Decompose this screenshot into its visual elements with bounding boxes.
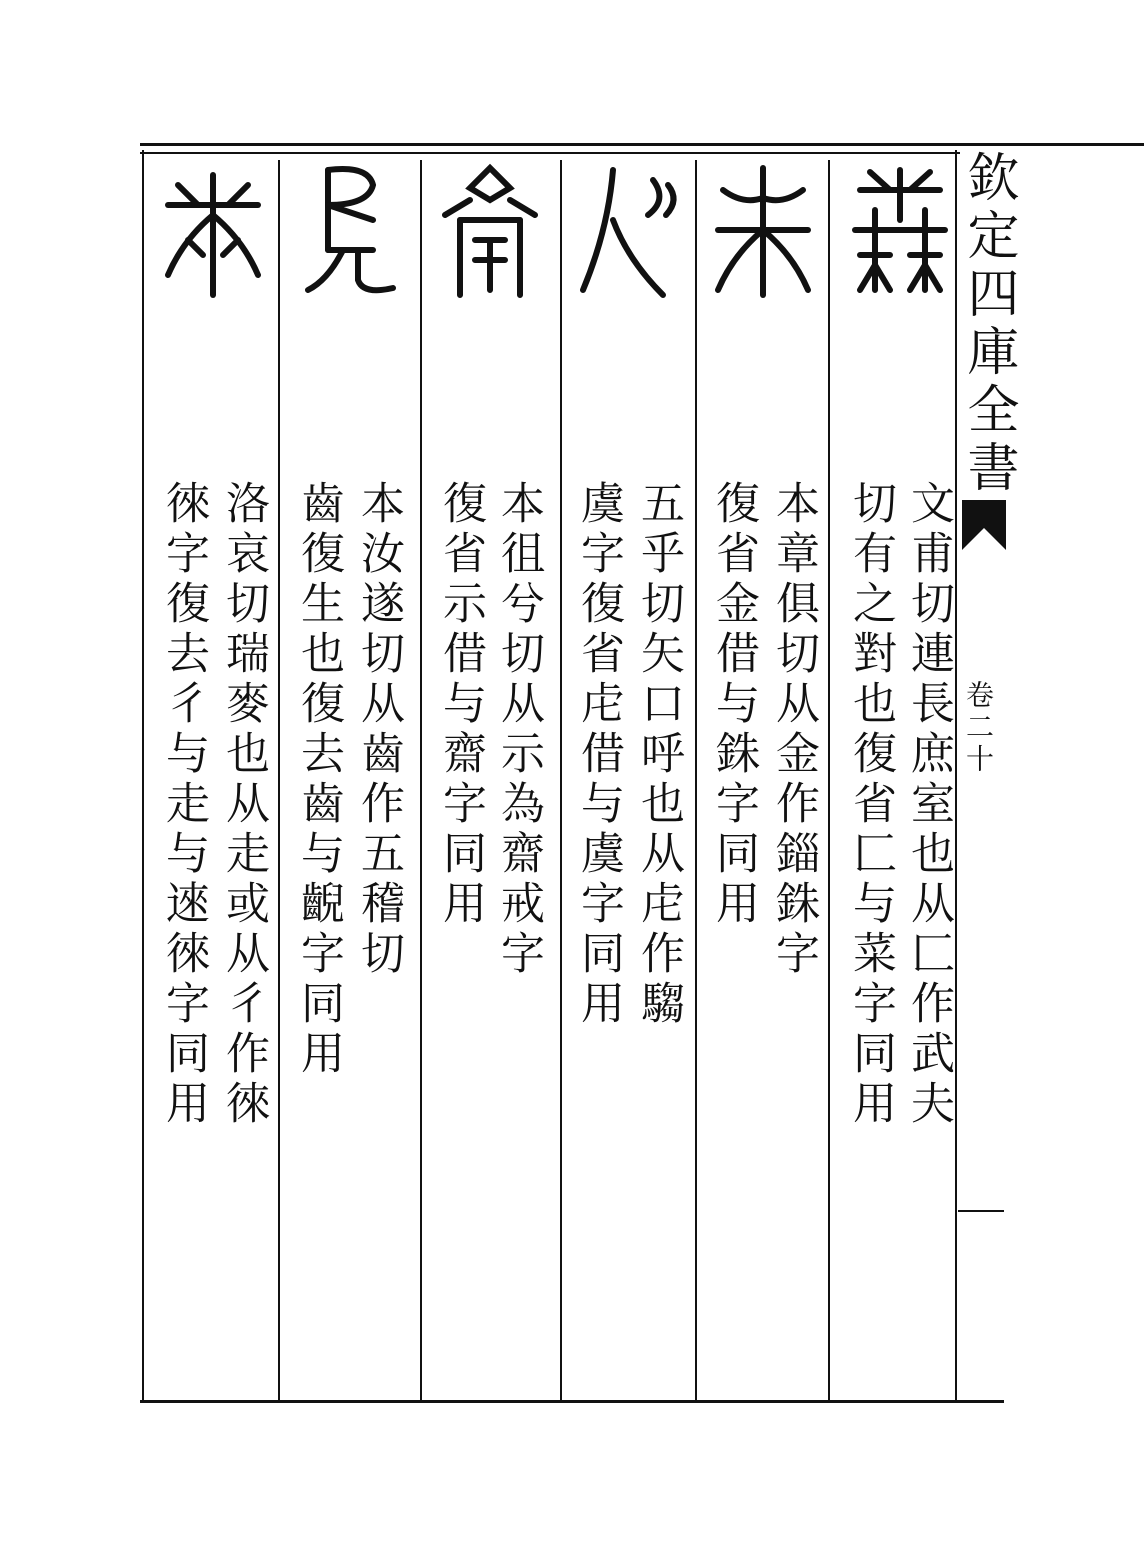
seal-character-zhai (430, 160, 550, 300)
entry-text: 本徂兮切从示為齋戒字 (493, 480, 544, 980)
juan-number: 卷二十 (962, 680, 995, 776)
seal-character-lai (153, 160, 273, 300)
column-divider (828, 160, 830, 1400)
entry-text: 五乎切矢口呼也从虍作騶 (633, 480, 684, 1030)
entry-text-continued: 齒復生也復去齒与齯字同用 (293, 480, 344, 1080)
left-border (142, 150, 144, 1400)
column-divider (560, 160, 562, 1400)
seal-character-zhu (703, 160, 823, 300)
entry-text-continued: 徠字復去彳与走与逨徠字同用 (158, 480, 209, 1130)
top-border (140, 143, 1144, 146)
margin-tick (958, 1210, 1004, 1212)
column-divider (695, 160, 697, 1400)
entry-text-continued: 切有之對也復省匚与菜字同用 (845, 480, 896, 1130)
bottom-border (140, 1400, 1004, 1403)
entry-text-continued: 虞字復省虍借与虞字同用 (573, 480, 624, 1030)
entry-text: 本章俱切从金作錙銖字 (768, 480, 819, 980)
entry-text-continued: 復省金借与銖字同用 (708, 480, 759, 930)
seal-character-ni (288, 160, 408, 300)
entry-text: 洛哀切瑞麥也从走或从彳作徠 (218, 480, 269, 1130)
top-border-inner (140, 152, 960, 154)
seal-character-fu (840, 160, 960, 300)
book-title: 欽定四庫全書 (958, 150, 1018, 498)
entry-text: 本汝遂切从齒作五稽切 (353, 480, 404, 980)
seal-character-yu (568, 160, 688, 300)
fishtail-mark-icon (962, 500, 1006, 550)
entry-text-continued: 復省示借与齋字同用 (435, 480, 486, 930)
column-divider (278, 160, 280, 1400)
column-divider (420, 160, 422, 1400)
entry-text: 文甫切連長庶室也从匚作武夫 (903, 480, 954, 1130)
